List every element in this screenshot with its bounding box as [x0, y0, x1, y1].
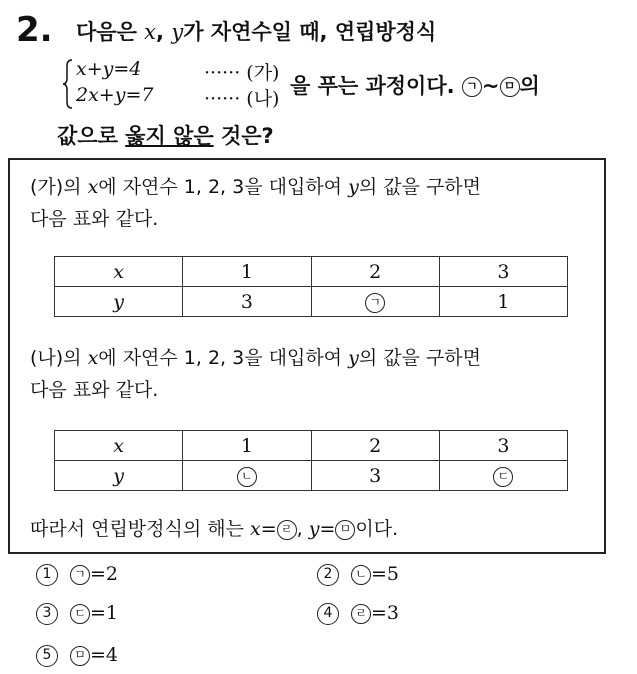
question-text: 을 푸는 과정이다.	[290, 74, 462, 98]
table-cell: 1	[439, 287, 567, 317]
text: 에 자연수 1, 2, 3을 대입하여	[98, 347, 349, 369]
table-row	[55, 287, 568, 317]
table-cell: 2	[311, 257, 439, 287]
question-text: 것은?	[213, 124, 274, 148]
equation-system	[62, 58, 302, 110]
question-line-2	[290, 70, 540, 100]
answer-option-1[interactable]	[36, 563, 118, 586]
table-cell: 3	[439, 431, 567, 461]
circled-letter: ㄴ	[237, 467, 257, 487]
text: 이다.	[355, 518, 399, 540]
equation-2	[76, 84, 280, 110]
circled-letter: ㄹ	[277, 520, 297, 540]
circled-letter: ㄴ	[351, 565, 371, 585]
table-row	[55, 461, 568, 491]
equation-1-tag: ······ (가)	[204, 62, 280, 84]
question-number: 2.	[16, 10, 53, 50]
comma: ,	[156, 20, 172, 44]
circled-letter: ㄱ	[365, 293, 385, 313]
equals: =	[260, 518, 277, 540]
text: 의 값을 구하면	[358, 176, 482, 198]
text: (나)의	[30, 347, 88, 369]
table-cell	[311, 287, 439, 317]
equation-1-expression: x+y=4	[76, 58, 142, 80]
variable-x: x	[250, 518, 261, 540]
paragraph-1-line-2: 다음 표와 같다.	[30, 208, 159, 230]
question-line-3	[57, 120, 274, 150]
option-value: =1	[90, 602, 119, 624]
circled-letter-end: ㅁ	[500, 77, 520, 97]
variable-x: x	[87, 176, 99, 198]
question-text: 의	[519, 74, 540, 98]
equation-2-tag: ······ (나)	[204, 88, 280, 110]
option-value: =4	[90, 644, 119, 666]
circled-letter-start: ㄱ	[462, 77, 482, 97]
table-cell	[439, 461, 567, 491]
variable-y: y	[171, 20, 184, 44]
option-number: 3	[36, 603, 58, 625]
table-cell: 1	[183, 431, 311, 461]
option-number: 4	[317, 603, 339, 625]
option-number: 1	[36, 564, 58, 586]
conclusion-line	[30, 514, 398, 541]
table-row	[55, 431, 568, 461]
equation-1	[76, 58, 280, 84]
equation-2-expression: 2x+y=7	[76, 84, 154, 106]
table-cell: 3	[183, 287, 311, 317]
option-value: =3	[371, 602, 400, 624]
table-cell: 3	[439, 257, 567, 287]
variable-y: y	[348, 176, 359, 198]
text: 의 값을 구하면	[358, 347, 482, 369]
left-brace-icon	[62, 58, 74, 110]
equals: =	[319, 518, 336, 540]
question-text: 다음은	[76, 20, 145, 44]
circled-letter: ㄷ	[493, 467, 513, 487]
question-text: 가 자연수일 때, 연립방정식	[183, 20, 437, 44]
text: 따라서 연립방정식의 해는	[30, 518, 251, 540]
option-value: =2	[90, 563, 119, 585]
question-line-1	[76, 16, 436, 46]
table-cell: y	[55, 287, 183, 317]
answer-option-2[interactable]	[317, 563, 399, 586]
circled-letter: ㄷ	[70, 604, 90, 624]
variable-x: x	[144, 20, 157, 44]
option-value: =5	[371, 563, 400, 585]
solution-box	[8, 158, 606, 554]
option-number: 2	[317, 564, 339, 586]
circled-letter: ㅁ	[335, 520, 355, 540]
paragraph-2-line-1	[30, 343, 481, 370]
comma: ,	[296, 518, 309, 540]
table-row	[55, 257, 568, 287]
table-cell: 1	[183, 257, 311, 287]
table-cell: x	[55, 257, 183, 287]
table-cell: y	[55, 461, 183, 491]
paragraph-1-line-1	[30, 172, 481, 199]
table-cell: x	[55, 431, 183, 461]
circled-letter: ㄹ	[351, 604, 371, 624]
circled-letter: ㄱ	[70, 565, 90, 585]
text: (가)의	[30, 176, 88, 198]
tilde: ~	[481, 74, 500, 98]
answer-option-4[interactable]	[317, 602, 399, 625]
table-cell	[183, 461, 311, 491]
underlined-text: 옳지 않은	[125, 124, 214, 148]
variable-y: y	[348, 347, 359, 369]
variable-x: x	[87, 347, 99, 369]
table-cell: 3	[311, 461, 439, 491]
option-number: 5	[36, 645, 58, 667]
variable-y: y	[308, 518, 320, 540]
table-1	[54, 256, 568, 317]
text: 에 자연수 1, 2, 3을 대입하여	[98, 176, 349, 198]
question-text: 값으로	[57, 124, 126, 148]
table-2	[54, 430, 568, 491]
answer-option-3[interactable]	[36, 602, 118, 625]
circled-letter: ㅁ	[70, 646, 90, 666]
answer-option-5[interactable]	[36, 644, 118, 667]
paragraph-2-line-2: 다음 표와 같다.	[30, 379, 159, 401]
table-cell: 2	[311, 431, 439, 461]
